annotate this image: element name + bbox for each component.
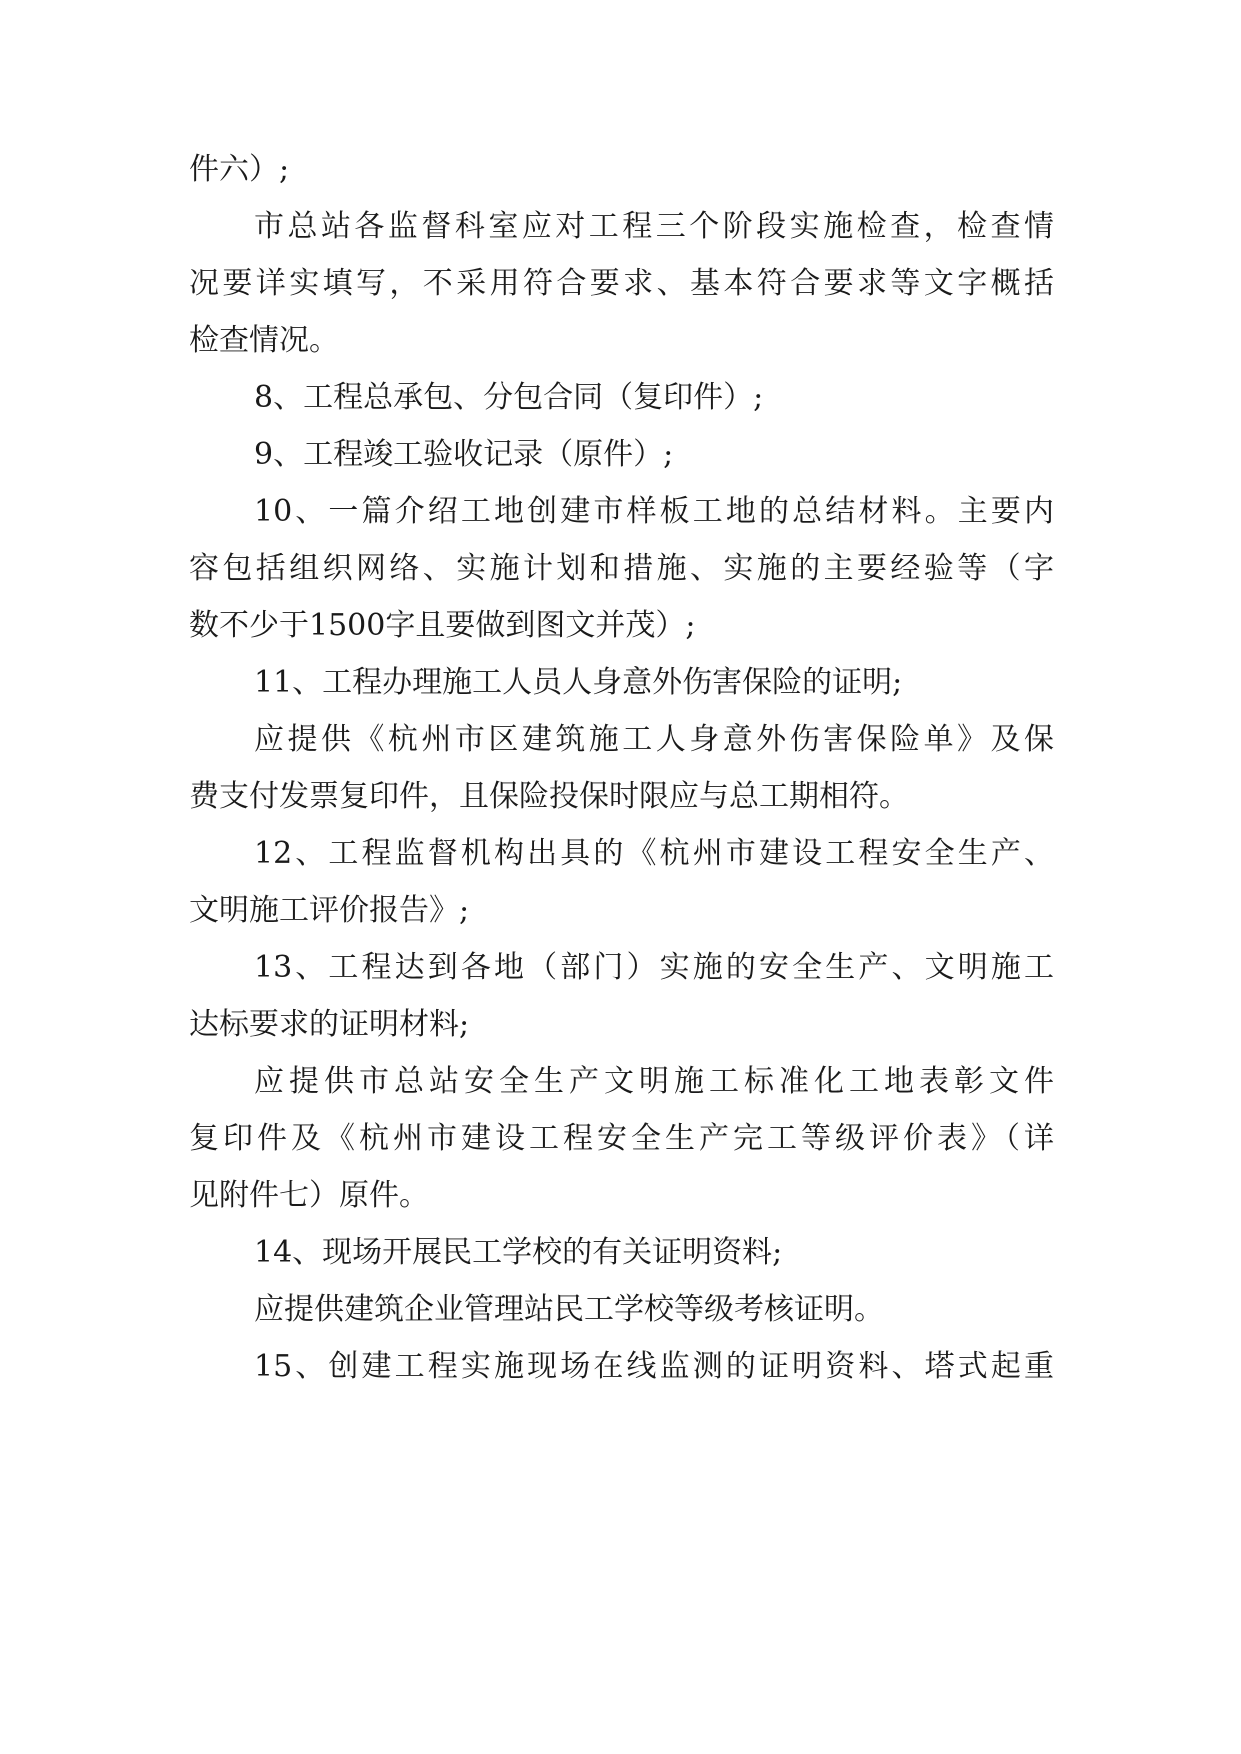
text-line: 复印件及《杭州市建设工程安全生产完工等级评价表》（详 <box>189 1121 1054 1156</box>
text-line: 应提供《杭州市区建筑施工人身意外伤害保险单》及保 <box>254 722 1054 757</box>
text-line: 件六）; <box>189 152 290 187</box>
text-line: 12、工程监督机构出具的《杭州市建设工程安全生产、 <box>254 836 1054 871</box>
text-line: 容包括组织网络、实施计划和措施、实施的主要经验等（字 <box>189 551 1054 586</box>
text-line: 13、工程达到各地（部门）实施的安全生产、文明施工 <box>254 950 1054 985</box>
text-line: 应提供建筑企业管理站民工学校等级考核证明。 <box>254 1292 884 1327</box>
text-line: 费支付发票复印件，且保险投保时限应与总工期相符。 <box>189 779 909 814</box>
text-line: 见附件七）原件。 <box>189 1178 429 1213</box>
text-line: 8、工程总承包、分包合同（复印件）; <box>254 380 764 415</box>
text-line: 11、工程办理施工人员人身意外伤害保险的证明; <box>254 665 903 700</box>
text-line: 况要详实填写，不采用符合要求、基本符合要求等文字概括 <box>189 266 1054 301</box>
text-line: 检查情况。 <box>189 323 339 358</box>
text-line: 9、工程竣工验收记录（原件）; <box>254 437 674 472</box>
text-line: 文明施工评价报告》; <box>189 893 470 928</box>
text-line: 10、一篇介绍工地创建市样板工地的总结材料。主要内 <box>254 494 1054 529</box>
text-line: 应提供市总站安全生产文明施工标准化工地表彰文件 <box>254 1064 1054 1099</box>
text-line: 14、现场开展民工学校的有关证明资料; <box>254 1235 783 1270</box>
text-line: 市总站各监督科室应对工程三个阶段实施检查，检查情 <box>254 209 1054 244</box>
text-line: 15、创建工程实施现场在线监测的证明资料、塔式起重 <box>254 1349 1054 1384</box>
text-line: 达标要求的证明材料; <box>189 1007 470 1042</box>
text-line: 数不少于1500字且要做到图文并茂）; <box>189 608 696 643</box>
